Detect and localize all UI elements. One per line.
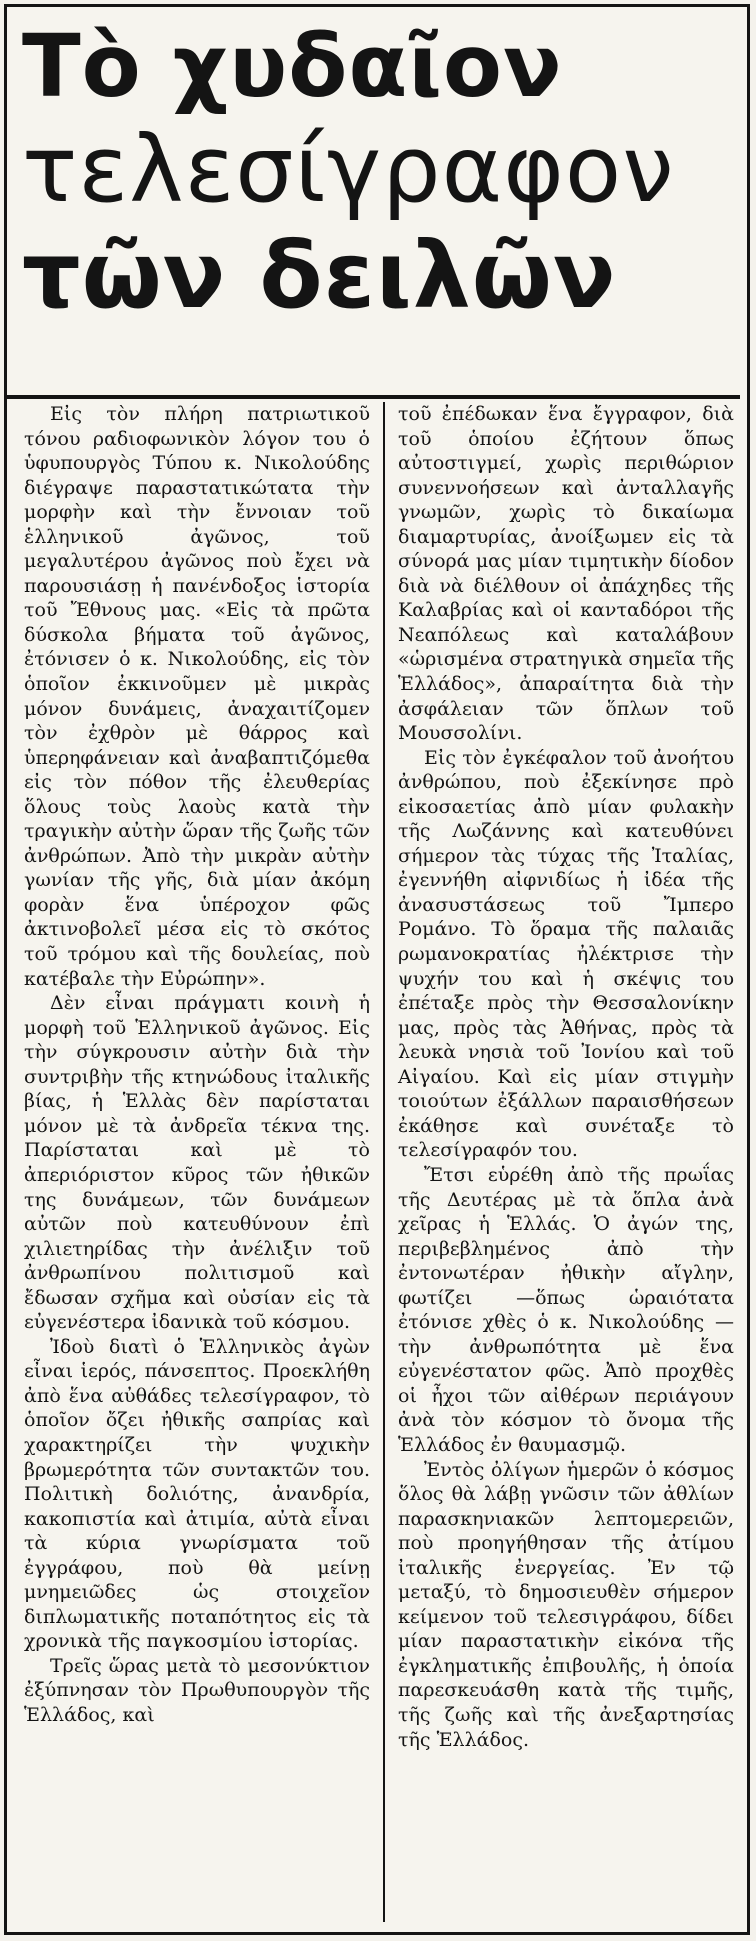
paragraph: Δὲν εἶναι πράγματι κοινὴ ἡ μορφὴ τοῦ Ἑλληνικοῦ ἀγῶνος. Εἰς τὴν σύγκρουσιν αὐτὴν διὰ τὴν συντριβὴν τῆς κτηνώδους ἰταλικῆς βίας, ἡ Ἑλλὰς δὲν παρίσταται μόνον μὲ τὰ ἀνδρεῖα τέκνα της. Παρίσταται καὶ μὲ τὸ ἀπεριόριστον κῦρος τῶν ἠθικῶν της δυνάμεων, τῶν δυνάμεων αὐτῶν ποὺ κατευθύνουν ἐπὶ χιλιετηρίδας τὴν ἀνέλιξιν τοῦ ἀνθρωπίνου πολιτισμοῦ καὶ ἔδωσαν σχῆμα καὶ οὐσίαν εἰς τὰ εὐγενέστερα ἰδανικὰ τοῦ κόσμου. (24, 992, 370, 1334)
paragraph: Εἰς τὸν πλήρη πατριωτικοῦ τόνου ραδιοφωνικὸν λόγον του ὁ ὑφυπουργὸς Τύπου κ. Νικολούδης διέγραψε παραστατικώτατα τὴν μορφὴν καὶ τὴν ἔννοιαν τοῦ ἑλληνικοῦ ἀγῶνος, τοῦ μεγαλυτέρου ἀγῶνος ποὺ ἔχει νὰ παρουσιάσῃ ἡ πανένδοξος ἱστορία τοῦ Ἔθνους μας. «Εἰς τὰ πρῶτα δύσκολα βήματα τοῦ ἀγῶνος, ἐτόνισεν ὁ κ. Νικολούδης, εἰς τὸν ὁποῖον ἐκκινοῦμεν μὲ μικρὰς μόνον δυνάμεις, ἀναχαιτίζομεν τὸν ἐχθρὸν μὲ θάρρος καὶ ὑπερηφάνειαν καὶ ἀναβαπτιζόμεθα εἰς τὸν πόθον τῆς ἐλευθερίας ὅλους τοὺς λαοὺς κατὰ τὴν τραγικὴν αὐτὴν ὥραν τῆς ζωῆς τῶν ἀνθρώπων. Ἀπὸ τὴν μικρὰν αὐτὴν γωνίαν τῆς γῆς, διὰ μίαν ἀκόμη φορὰν ἕνα ὑπέροχον φῶς ἀκτινοβολεῖ μέσα εἰς τὸ σκότος τοῦ τρόμου καὶ τῆς δουλείας, ποὺ κατέβαλε τὴν Εὐρώπην». (24, 403, 370, 990)
headline-line-1: Τὸ χυδαῖον (22, 17, 563, 117)
column-divider (383, 402, 385, 1922)
paragraph: Ἐντὸς ὀλίγων ἡμερῶν ὁ κόσμος ὅλος θὰ λάβῃ γνῶσιν τῶν ἀθλίων παρασκηνιακῶν λεπτομερειῶν, ποὺ προηγήθησαν τῆς ἀτίμου ἰταλικῆς ἐνεργείας. Ἐν τῷ μεταξύ, τὸ δημοσιευθὲν σήμερον κείμενον τοῦ τελεσιγράφου, δίδει μίαν παραστατικὴν εἰκόνα τῆς ἐγκληματικῆς ἐπιβουλῆς, ἡ ὁποία παρεσκευάσθη κατὰ τῆς τιμῆς, τῆς ζωῆς καὶ τῆς ἀνεξαρτησίας τῆς Ἑλλάδος. (398, 1458, 734, 1751)
paragraph: Τρεῖς ὥρας μετὰ τὸ μεσονύκτιον ἐξύπνησαν τὸν Πρωθυπουργὸν τῆς Ἑλλάδος, καὶ (24, 1654, 370, 1726)
headline-line-3: τῶν δειλῶν (22, 222, 617, 329)
paragraph: Ἔτσι εὑρέθη ἀπὸ τῆς πρωΐας τῆς Δευτέρας μὲ τὰ ὅπλα ἀνὰ χεῖρας ἡ Ἑλλάς. Ὁ ἀγών της, περιβεβλημένος ἀπὸ τὴν ἐντονωτέραν ἠθικὴν αἴγλην, φωτίζει —ὅπως ὡραιότατα ἐτόνισε χθὲς ὁ κ. Νικολούδης —τὴν ἀνθρωπότητα μὲ ἕνα εὐγενέστατον φῶς. Ἀπὸ προχθὲς οἱ ἦχοι τῶν αἰθέρων περιάγουν ἀνὰ τὸν κόσμον τὸ ὄνομα τῆς Ἑλλάδος ἐν θαυμασμῷ. (398, 1163, 734, 1456)
headline-line-2: τελεσίγραφον (22, 116, 675, 223)
article-column-right (398, 402, 734, 1752)
paragraph: τοῦ ἐπέδωκαν ἕνα ἔγγραφον, διὰ τοῦ ὁποίου ἐζήτουν ὅπως αὐτοστιγμεί, χωρὶς περιθώριον συνεννοήσεων καὶ ἀνταλλαγῆς γνωμῶν, χωρὶς τὸ δικαίωμα διαμαρτυρίας, ἀνοίξωμεν εἰς τὰ σύνορά μας μίαν τιμητικὴν δίοδον διὰ νὰ διέλθουν οἱ ἀπάχηδες τῆς Καλαβρίας καὶ οἱ κανταδόροι τῆς Νεαπόλεως καὶ καταλάβουν «ὡρισμένα στρατηγικὰ σημεῖα τῆς Ἑλλάδος», ἀπαραίτητα διὰ τὴν ἀσφάλειαν τῶν ὅπλων τοῦ Μουσσολίνι. (398, 403, 734, 745)
paragraph: Ἰδοὺ διατὶ ὁ Ἑλληνικὸς ἀγὼν εἶναι ἱερός, πάνσεπτος. Προεκλήθη ἀπὸ ἕνα αὐθάδες τελεσίγραφον, τὸ ὁποῖον ὄζει ἠθικῆς σαπρίας καὶ χαρακτηρίζει τὴν ψυχικὴν βρωμερότητα τῶν συντακτῶν του. Πολιτικὴ δολιότης, ἀνανδρία, κακοπιστία καὶ ἀτιμία, αὐτὰ εἶναι τὰ κύρια γνωρίσματα τοῦ ἐγγράφου, ποὺ θὰ μείνῃ μνημειῶδες ὡς στοιχεῖον διπλωματικῆς ποταπότητος εἰς τὰ χρονικὰ τῆς παγκοσμίου ἱστορίας. (24, 1335, 370, 1653)
headline (22, 17, 742, 329)
paragraph: Εἰς τὸν ἐγκέφαλον τοῦ ἀνοήτου ἀνθρώπου, ποὺ ἐξεκίνησε πρὸ εἰκοσαετίας ἀπὸ μίαν φυλακὴν τῆς Λωζάννης καὶ κατευθύνει σήμερον τὰς τύχας τῆς Ἰταλίας, ἐγεννήθη αἰφνιδίως ἡ ἰδέα τῆς ἀνασυστάσεως τοῦ Ἴμπερο Ρομάνο. Τὸ ὅραμα τῆς παλαιᾶς ρωμανοκρατίας ἠλέκτρισε τὴν ψυχήν του καὶ ἡ σκέψις του ἐπέταξε πρὸς τὴν Θεσσαλονίκην μας, πρὸς τὰς Ἀθήνας, πρὸς τὰ λευκὰ νησιὰ τοῦ Ἰονίου καὶ τοῦ Αἰγαίου. Καὶ εἰς μίαν στιγμὴν τοιούτων ἐξάλλων παραισθήσεων ἐκάθησε καὶ συνέταξε τὸ τελεσίγραφόν του. (398, 746, 734, 1162)
headline-rule (6, 395, 740, 399)
article-column-left (24, 402, 370, 1728)
